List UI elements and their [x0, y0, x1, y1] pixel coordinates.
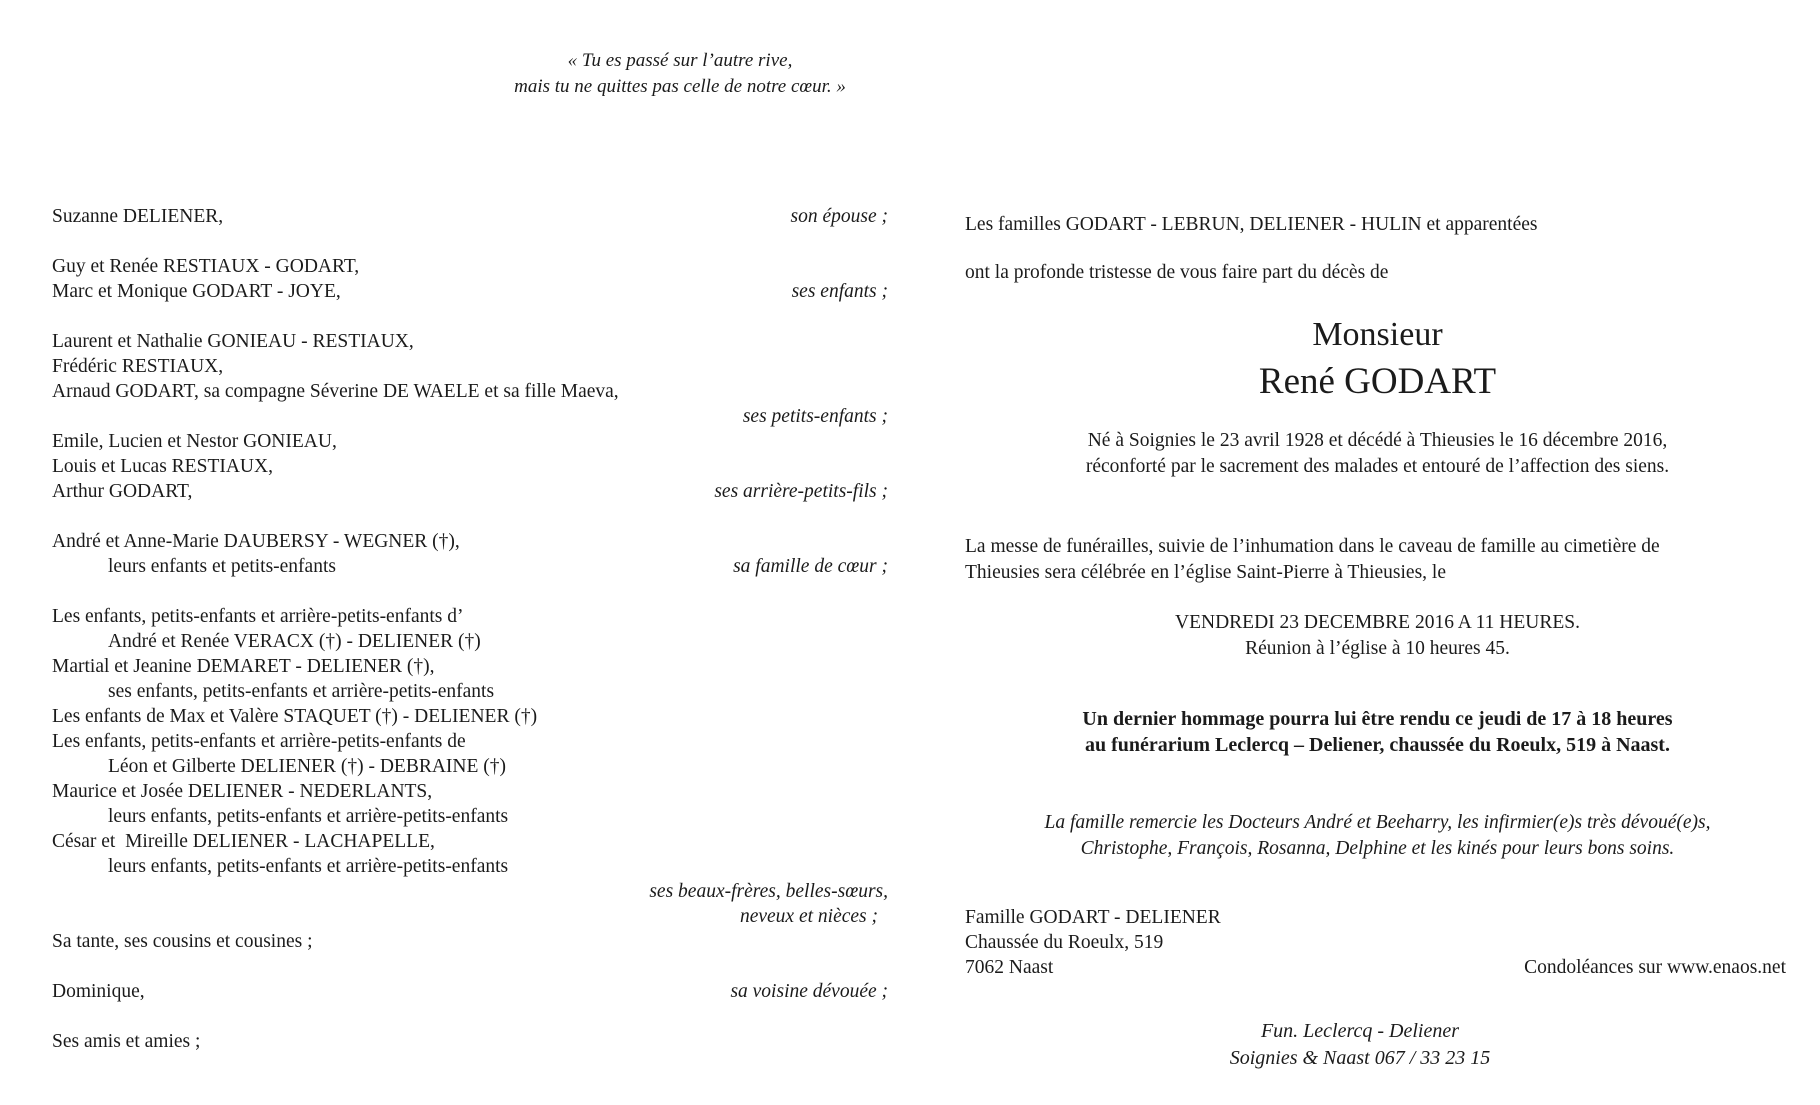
- mass-line2: Thieusies sera célébrée en l’église Saint-Pierre à Thieusies, le: [965, 562, 1446, 583]
- mourner-line: [52, 804, 888, 829]
- mourner-names: Laurent et Nathalie GONIEAU - RESTIAUX,: [52, 331, 414, 352]
- mourner-line: [52, 904, 888, 929]
- mourner-names: Martial et Jeanine DEMARET - DELIENER (†),: [52, 656, 435, 677]
- mourner-names: Léon et Gilberte DELIENER (†) - DEBRAINE (†): [108, 756, 507, 777]
- relationship-label: ses enfants ;: [791, 281, 888, 302]
- mourner-line: [52, 854, 888, 879]
- deceased-name: René GODART: [1258, 361, 1497, 402]
- relationship-label: sa voisine dévouée ;: [730, 981, 888, 1002]
- mourner-names: Maurice et Josée DELIENER - NEDERLANTS,: [52, 781, 433, 802]
- relationship-label: ses beaux-frères, belles-sœurs,: [649, 881, 888, 902]
- mourner-names: Les enfants de Max et Valère STAQUET (†) - DELIENER (†): [52, 706, 538, 727]
- mourner-line: [52, 1029, 888, 1054]
- relationship-label: neveux et nièces ;: [739, 906, 878, 927]
- memorial-quote-line1: « Tu es passé sur l’autre rive,: [567, 50, 793, 71]
- mourner-line: [52, 329, 888, 354]
- mourner-names: leurs enfants et petits-enfants: [108, 556, 336, 577]
- family-address-street: Chaussée du Roeulx, 519: [965, 932, 1164, 953]
- deceased-salutation: Monsieur: [1312, 316, 1443, 353]
- mourner-names: Louis et Lucas RESTIAUX,: [52, 456, 273, 477]
- tribute-line1: Un dernier hommage pourra lui être rendu ce jeudi de 17 à 18 heures: [1082, 708, 1673, 730]
- mourner-line: [52, 729, 888, 754]
- mourner-names: leurs enfants, petits-enfants et arrière-petits-enfants: [108, 856, 509, 877]
- relationship-label: ses petits-enfants ;: [742, 406, 888, 427]
- thanks-line2: Christophe, François, Rosanna, Delphine et les kinés pour leurs bons soins.: [1080, 838, 1675, 859]
- mourner-line: [52, 454, 888, 479]
- mourner-names: Emile, Lucien et Nestor GONIEAU,: [52, 431, 337, 452]
- mourner-names: Dominique,: [52, 981, 145, 1002]
- mass-line1: La messe de funérailles, suivie de l’inhumation dans le caveau de famille au cimetière de: [965, 536, 1660, 557]
- mourner-line: [52, 879, 888, 904]
- mourner-names: Suzanne DELIENER,: [52, 206, 224, 227]
- mourner-names: Les enfants, petits-enfants et arrière-petits-enfants de: [52, 731, 466, 752]
- mourner-names: ses enfants, petits-enfants et arrière-petits-enfants: [108, 681, 495, 702]
- mourner-line: [52, 704, 888, 729]
- family-thanks-block: [965, 810, 1790, 862]
- mourner-line: [52, 279, 888, 304]
- funeral-home-block: [1050, 1018, 1670, 1072]
- ceremony-meeting: Réunion à l’église à 10 heures 45.: [1245, 638, 1510, 659]
- mourner-line: [52, 479, 888, 504]
- mourner-names: Marc et Monique GODART - JOYE,: [52, 281, 341, 302]
- tribute-line2: au funérarium Leclercq – Deliener, chaussée du Roeulx, 519 à Naast.: [1085, 734, 1670, 756]
- mourner-line: [52, 679, 888, 704]
- mass-paragraph: [965, 534, 1790, 586]
- mourner-names: André et Renée VERACX (†) - DELIENER (†): [108, 631, 481, 652]
- ceremony-block: [965, 610, 1790, 662]
- mourner-line: [52, 429, 888, 454]
- mourner-names: Ses amis et amies ;: [52, 1031, 201, 1052]
- mourners-list: [52, 204, 888, 1054]
- mourner-line: [52, 404, 888, 429]
- memorial-quote-line2: mais tu ne quittes pas celle de notre cœur. »: [514, 76, 846, 97]
- mourner-line: [52, 629, 888, 654]
- relationship-label: son épouse ;: [790, 206, 888, 227]
- mourner-line: [52, 354, 888, 379]
- sadness-line: ont la profonde tristesse de vous faire part du décès de: [965, 262, 1389, 283]
- mourner-names: Frédéric RESTIAUX,: [52, 356, 224, 377]
- families-line: Les familles GODART - LEBRUN, DELIENER - HULIN et apparentées: [965, 214, 1538, 235]
- ceremony-datetime: VENDREDI 23 DECEMBRE 2016 A 11 HEURES.: [1175, 612, 1580, 633]
- birth-death-line1: Né à Soignies le 23 avril 1928 et décédé à Thieusies le 16 décembre 2016,: [1087, 430, 1668, 451]
- mourner-line: [52, 604, 888, 629]
- mourner-names: leurs enfants, petits-enfants et arrière-petits-enfants: [108, 806, 509, 827]
- birth-death-paragraph: [965, 428, 1790, 480]
- condolences-line: Condoléances sur www.enaos.net: [1524, 957, 1786, 978]
- birth-death-line2: réconforté par le sacrement des malades et entouré de l’affection des siens.: [1085, 456, 1670, 477]
- mourner-line: [52, 754, 888, 779]
- mourner-line: [52, 204, 888, 229]
- family-address-city: 7062 Naast: [965, 957, 1054, 978]
- relationship-label: sa famille de cœur ;: [733, 556, 888, 577]
- mourner-line: [52, 929, 888, 954]
- last-tribute-block: [965, 706, 1790, 758]
- mourner-line: [52, 654, 888, 679]
- mourner-names: Guy et Renée RESTIAUX - GODART,: [52, 256, 360, 277]
- family-address-name: Famille GODART - DELIENER: [965, 907, 1221, 928]
- mourner-line: [52, 529, 888, 554]
- mourner-line: [52, 829, 888, 854]
- mourner-names: André et Anne-Marie DAUBERSY - WEGNER (†),: [52, 531, 460, 552]
- mourner-line: [52, 254, 888, 279]
- mourner-line: [52, 979, 888, 1004]
- mourner-names: Arthur GODART,: [52, 481, 193, 502]
- mourner-names: Les enfants, petits-enfants et arrière-petits-enfants d’: [52, 606, 464, 627]
- funeral-home-name: Fun. Leclercq - Deliener: [1260, 1020, 1460, 1042]
- mourner-names: Arnaud GODART, sa compagne Séverine DE WAELE et sa fille Maeva,: [52, 381, 619, 402]
- funeral-home-phone: Soignies & Naast 067 / 33 23 15: [1229, 1047, 1491, 1069]
- memorial-quote: [360, 48, 1000, 100]
- mourner-names: Sa tante, ses cousins et cousines ;: [52, 931, 313, 952]
- mourner-names: César et Mireille DELIENER - LACHAPELLE,: [52, 831, 435, 852]
- thanks-line1: La famille remercie les Docteurs André et Beeharry, les infirmier(e)s très dévoué(e)s,: [1044, 812, 1711, 833]
- relationship-label: ses arrière-petits-fils ;: [714, 481, 888, 502]
- mourner-line: [52, 554, 888, 579]
- mourner-line: [52, 379, 888, 404]
- mourner-line: [52, 779, 888, 804]
